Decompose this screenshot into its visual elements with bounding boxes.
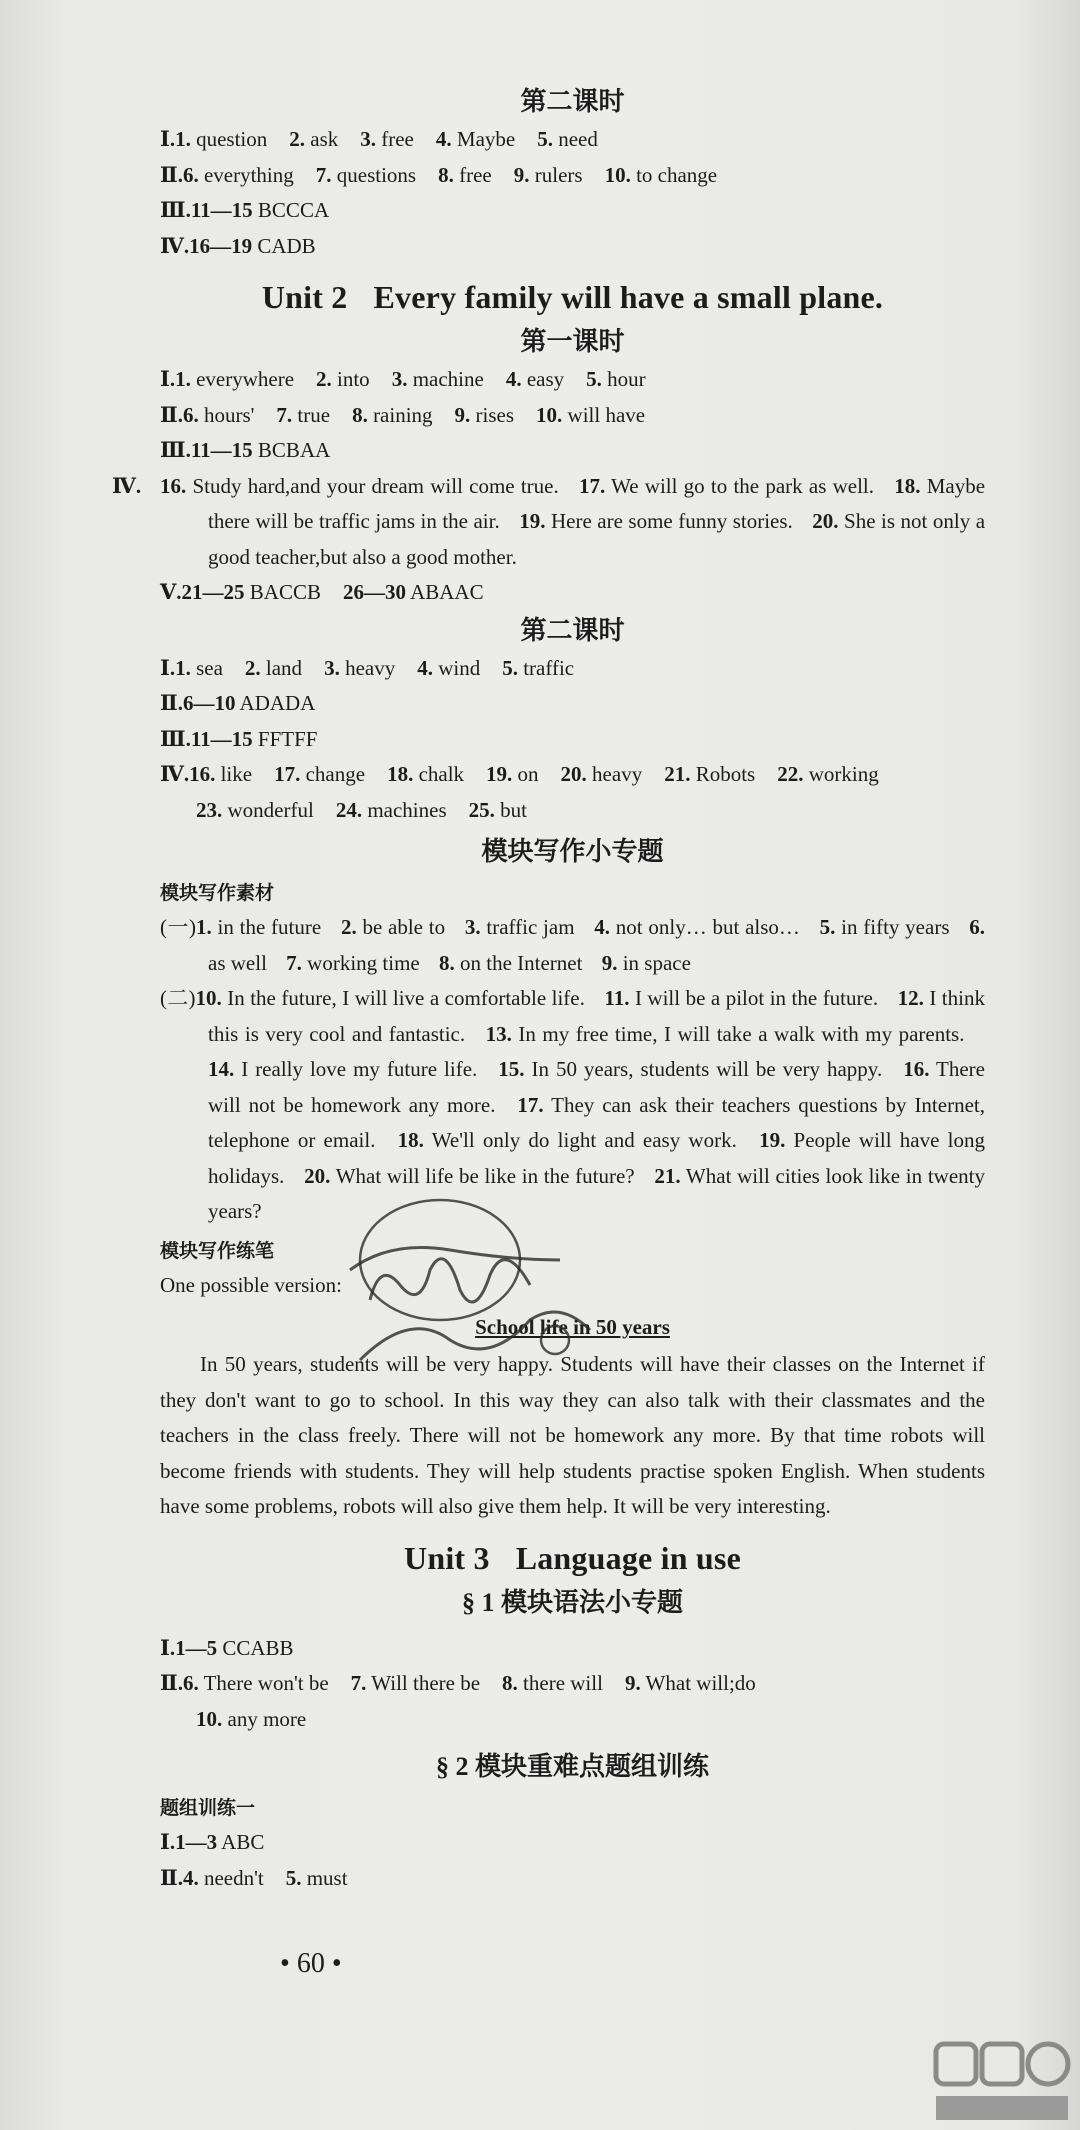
item-number: 12. xyxy=(897,986,924,1010)
item-number: 5. xyxy=(819,915,836,939)
answer-text: free xyxy=(453,162,492,187)
answer-text: Will there be xyxy=(366,1671,481,1695)
answer-text: wonderful xyxy=(222,797,314,822)
answer-text: will have xyxy=(562,402,646,427)
essay-title: School life in 50 years xyxy=(475,1315,670,1339)
roman-numeral: Ⅱ. xyxy=(160,162,183,187)
answer-text: I really love my future life. xyxy=(234,1057,485,1081)
item-number: 14. xyxy=(208,1057,235,1081)
answer-text: traffic jam xyxy=(480,915,581,939)
item-number: 21—25 xyxy=(181,580,245,604)
item-number: 9. xyxy=(454,402,471,427)
part-label: (二) xyxy=(160,986,196,1010)
answer-line xyxy=(160,722,985,758)
item-number: 6. xyxy=(182,162,199,187)
answer-text: ABC xyxy=(217,1830,265,1854)
item-number: 16. xyxy=(189,762,216,786)
item-number: 20. xyxy=(560,762,587,786)
item-number: 23. xyxy=(196,797,223,822)
item-number: 7. xyxy=(276,402,293,427)
answer-text: everything xyxy=(198,162,294,187)
answer-text: true xyxy=(292,402,331,427)
answer-text: ADADA xyxy=(235,691,316,715)
roman-numeral: Ⅰ. xyxy=(160,367,176,391)
answer-text: Maybe there will be traffic jams in the air. xyxy=(208,473,986,533)
answer-text: free xyxy=(376,127,414,151)
unit-title: Language in use xyxy=(515,1539,741,1576)
item-number: 19. xyxy=(759,1128,786,1152)
item-number: 18. xyxy=(894,473,921,498)
roman-numeral: Ⅱ. xyxy=(160,402,183,427)
answer-text: hour xyxy=(601,367,646,391)
item-number: 11—15 xyxy=(190,198,253,222)
answer-text: must xyxy=(301,1865,348,1890)
answer-text: as well xyxy=(208,950,273,975)
item-number: 3. xyxy=(464,915,481,939)
item-number: 17. xyxy=(578,473,606,498)
answer-text: rulers xyxy=(529,162,583,187)
answer-line xyxy=(160,229,985,265)
item-number: 8. xyxy=(438,162,454,187)
item-number: 4. xyxy=(417,655,433,680)
answer-line xyxy=(160,686,985,722)
unit-number: Unit 2 xyxy=(261,279,348,315)
answer-text: like xyxy=(215,762,253,786)
answer-text: I think this is very cool and fantastic. xyxy=(208,986,985,1046)
answer-text: In the future, I will live a comfortable life. xyxy=(221,986,591,1010)
answer-line xyxy=(160,398,985,434)
item-number: 3. xyxy=(324,655,340,680)
answer-text: ABAAC xyxy=(406,580,484,604)
item-number: 20. xyxy=(812,509,839,533)
answer-text: working time xyxy=(301,950,425,975)
roman-numeral: Ⅱ. xyxy=(160,1671,183,1695)
section-title: 模块写作小专题 xyxy=(481,837,664,866)
answer-text: BACCB xyxy=(244,580,321,604)
writing-material-part1 xyxy=(160,910,985,981)
answer-text: but xyxy=(494,797,527,822)
item-number: 5. xyxy=(537,127,553,151)
section-title: § 1 模块语法小专题 xyxy=(461,1587,683,1617)
item-number: 5. xyxy=(586,367,602,391)
answer-text: In 50 years, students will be very happy. xyxy=(524,1057,890,1081)
answer-line xyxy=(160,1861,985,1897)
item-number: 20. xyxy=(304,1163,331,1188)
item-number: 8. xyxy=(502,1671,518,1695)
roman-numeral: Ⅳ. xyxy=(160,762,190,786)
answer-text: heavy xyxy=(586,762,643,786)
answer-text: easy xyxy=(521,367,565,391)
item-number: 9. xyxy=(624,1671,641,1695)
answer-text: People will have long holidays. xyxy=(208,1128,985,1188)
item-number: 18. xyxy=(387,762,414,786)
answer-line xyxy=(160,651,985,687)
answer-text: sea xyxy=(190,655,223,680)
item-number: 4. xyxy=(182,1865,199,1890)
answer-text: They can ask their teachers questions by Internet, telephone or email. xyxy=(208,1092,985,1152)
answer-text: Here are some funny stories. xyxy=(550,509,793,533)
answer-line xyxy=(160,362,985,398)
roman-numeral: Ⅰ. xyxy=(160,127,176,151)
essay-body: In 50 years, students will be very happy. Students will have their classes on the Internet if they don't want to go to school. In this way they can also talk with their classmates and the teachers in the class freely. There will not be homework any more. By that time robots will become friends with students. They will help students practise spoken English. When students have some problems, robots will also give them help. It will be very interesting. xyxy=(160,1352,985,1518)
item-number: 3. xyxy=(391,367,408,391)
item-number: 9. xyxy=(513,162,530,187)
item-number: 4. xyxy=(594,915,611,939)
roman-numeral: Ⅴ. xyxy=(160,580,182,604)
subsection-label: 模块写作素材 xyxy=(160,883,275,904)
item-number: 4. xyxy=(435,127,452,151)
answer-text: BCBAA xyxy=(252,438,331,462)
roman-numeral: Ⅰ. xyxy=(160,1830,176,1854)
item-number: 16—19 xyxy=(189,233,253,258)
answer-text: in the future xyxy=(211,915,327,939)
item-number: 1. xyxy=(175,655,191,680)
item-number: 1. xyxy=(175,367,191,391)
item-number: 6. xyxy=(182,402,199,427)
answer-line xyxy=(160,433,985,469)
answer-line xyxy=(160,757,985,793)
answer-text: What will cities look like in twenty years? xyxy=(208,1163,985,1223)
answer-text: in fifty years xyxy=(835,915,956,939)
item-number: 10. xyxy=(536,402,563,427)
item-number: 21. xyxy=(654,1163,681,1188)
page-number-value: 60 xyxy=(296,1948,325,1979)
item-number: 16. xyxy=(160,473,187,498)
answer-text: There will not be homework any more. xyxy=(208,1057,985,1117)
item-number: 17. xyxy=(517,1092,544,1117)
answer-text: in space xyxy=(617,950,691,975)
item-number: 3. xyxy=(360,127,376,151)
sentence-answers: Ⅳ. 16. Study hard,and your dream will come true. 17. We will go to the park as well. 18. Maybe there will be traffic jams in the air. 19. Here are some funny stories. 20. She is not only a good teacher,but also a good mother. xyxy=(112,473,986,569)
answer-text: We'll only do light and easy work. xyxy=(423,1128,746,1152)
answer-text: need xyxy=(552,127,598,151)
roman-numeral: Ⅲ. xyxy=(160,726,191,751)
roman-numeral: Ⅲ. xyxy=(160,438,191,462)
subsection-label: 题组训练一 xyxy=(160,1798,256,1819)
item-number: 11—15 xyxy=(190,726,253,751)
item-number: 11—15 xyxy=(190,438,253,462)
answer-text: any more xyxy=(222,1706,307,1731)
answer-text: not only… but also… xyxy=(610,915,806,939)
item-number: 7. xyxy=(350,1671,367,1695)
lesson-title: 第二课时 xyxy=(520,87,625,116)
lesson-title: 第二课时 xyxy=(520,615,625,645)
item-number: 1—5 xyxy=(175,1635,218,1660)
item-number: 5. xyxy=(285,1865,302,1890)
item-number: 4. xyxy=(505,367,522,391)
item-number: 18. xyxy=(397,1128,424,1152)
answer-text: traffic xyxy=(517,655,575,680)
answer-text: CCABB xyxy=(217,1635,294,1660)
item-number: 1—3 xyxy=(175,1830,218,1854)
answer-text: Study hard,and your dream will come true. xyxy=(192,473,559,498)
answer-line xyxy=(160,158,985,194)
answer-text: Maybe xyxy=(451,127,516,151)
answer-text: FFTFF xyxy=(252,726,318,751)
roman-numeral: Ⅲ. xyxy=(160,198,191,222)
answer-line xyxy=(160,122,985,158)
answer-text: CADB xyxy=(252,233,316,258)
item-number: 17. xyxy=(274,762,301,786)
item-number: 24. xyxy=(335,797,363,822)
answer-text: What will;do xyxy=(640,1671,756,1695)
answer-content xyxy=(112,82,986,1896)
answer-text: heavy xyxy=(339,655,396,680)
answer-text: change xyxy=(300,762,366,786)
answer-text: land xyxy=(260,655,303,680)
unit-heading xyxy=(160,1535,985,1581)
answer-text: question xyxy=(190,127,268,151)
item-number: 1. xyxy=(175,127,191,151)
unit-number: Unit 3 xyxy=(404,1539,490,1576)
writing-material-part2 xyxy=(160,981,985,1230)
answer-line xyxy=(160,575,985,611)
answer-text: There won't be xyxy=(198,1671,329,1695)
item-number: 7. xyxy=(286,950,302,975)
answer-text: We will go to the park as well. xyxy=(611,473,874,498)
item-number: 8. xyxy=(352,402,368,427)
answer-text: hours' xyxy=(198,402,255,427)
answer-text: on xyxy=(512,762,539,786)
item-number: 25. xyxy=(468,797,495,822)
item-number: 19. xyxy=(486,762,513,786)
answer-text: machines xyxy=(362,797,447,822)
roman-numeral: Ⅱ. xyxy=(160,691,183,715)
roman-numeral: Ⅱ. xyxy=(160,1865,183,1890)
answer-text: needn't xyxy=(198,1865,264,1890)
item-number: 2. xyxy=(244,655,261,680)
item-number: 16. xyxy=(903,1057,930,1081)
item-number: 9. xyxy=(601,950,618,975)
answer-text: raining xyxy=(367,402,433,427)
answer-text: on the Internet xyxy=(454,950,588,975)
item-number: 19. xyxy=(519,509,546,533)
answer-text: What will life be like in the future? xyxy=(330,1163,641,1188)
answer-text: to change xyxy=(630,162,718,187)
item-number: 8. xyxy=(438,950,455,975)
item-number: 6. xyxy=(182,1671,199,1695)
answer-text: wind xyxy=(432,655,481,680)
answer-line xyxy=(160,793,985,829)
answer-text: into xyxy=(331,367,370,391)
answer-line xyxy=(160,193,985,229)
roman-numeral: Ⅳ. xyxy=(160,233,190,258)
one-possible-version: One possible version: xyxy=(160,1272,342,1297)
item-number: 5. xyxy=(502,655,518,680)
answer-line xyxy=(160,1825,985,1861)
answer-text: Robots xyxy=(690,762,756,786)
item-number: 2. xyxy=(289,127,305,151)
item-number: 11. xyxy=(604,986,630,1010)
item-number: 6. xyxy=(969,915,985,939)
answer-text: rises xyxy=(470,402,515,427)
item-number: 2. xyxy=(340,915,357,939)
answer-line xyxy=(160,1666,985,1702)
lesson-title: 第一课时 xyxy=(520,327,625,356)
answer-text: everywhere xyxy=(190,367,295,391)
answer-text: machine xyxy=(407,367,484,391)
unit-title: Every family will have a small plane. xyxy=(373,279,884,315)
page-number: • 60 • xyxy=(280,1948,342,1979)
answer-text: be able to xyxy=(356,915,451,939)
item-number: 22. xyxy=(777,762,804,786)
item-number: 6—10 xyxy=(182,691,236,715)
item-number: 7. xyxy=(315,162,332,187)
item-number: 10. xyxy=(195,986,222,1010)
answer-line xyxy=(160,1702,985,1738)
corner-logo xyxy=(932,2036,1072,2126)
item-number: 1. xyxy=(196,915,212,939)
item-number: 2. xyxy=(316,367,332,391)
unit-heading xyxy=(160,274,985,320)
answer-text: BCCCA xyxy=(252,198,330,222)
item-number: 10. xyxy=(196,1706,223,1731)
answer-text: I will be a pilot in the future. xyxy=(629,986,884,1010)
roman-numeral: Ⅰ. xyxy=(160,655,176,680)
answer-text: questions xyxy=(331,162,417,187)
answer-text: In my free time, I will take a walk with my parents. xyxy=(511,1021,971,1046)
roman-numeral: Ⅰ. xyxy=(160,1635,176,1660)
section-title: § 2 模块重难点题组训练 xyxy=(435,1752,709,1781)
item-number: 15. xyxy=(498,1057,525,1081)
answer-text: working xyxy=(803,762,879,786)
item-number: 26—30 xyxy=(343,580,406,604)
item-number: 10. xyxy=(604,162,631,187)
item-number: 21. xyxy=(664,762,691,786)
answer-text: ask xyxy=(305,127,339,151)
item-number: 13. xyxy=(485,1021,512,1046)
answer-text: there will xyxy=(517,1671,603,1695)
answer-text: She is not only a good teacher,but also a good mother. xyxy=(208,509,986,569)
answer-line xyxy=(160,1631,985,1667)
answer-text: chalk xyxy=(413,762,465,786)
part-label: (一) xyxy=(160,915,197,939)
subsection-label: 模块写作练笔 xyxy=(160,1240,275,1262)
